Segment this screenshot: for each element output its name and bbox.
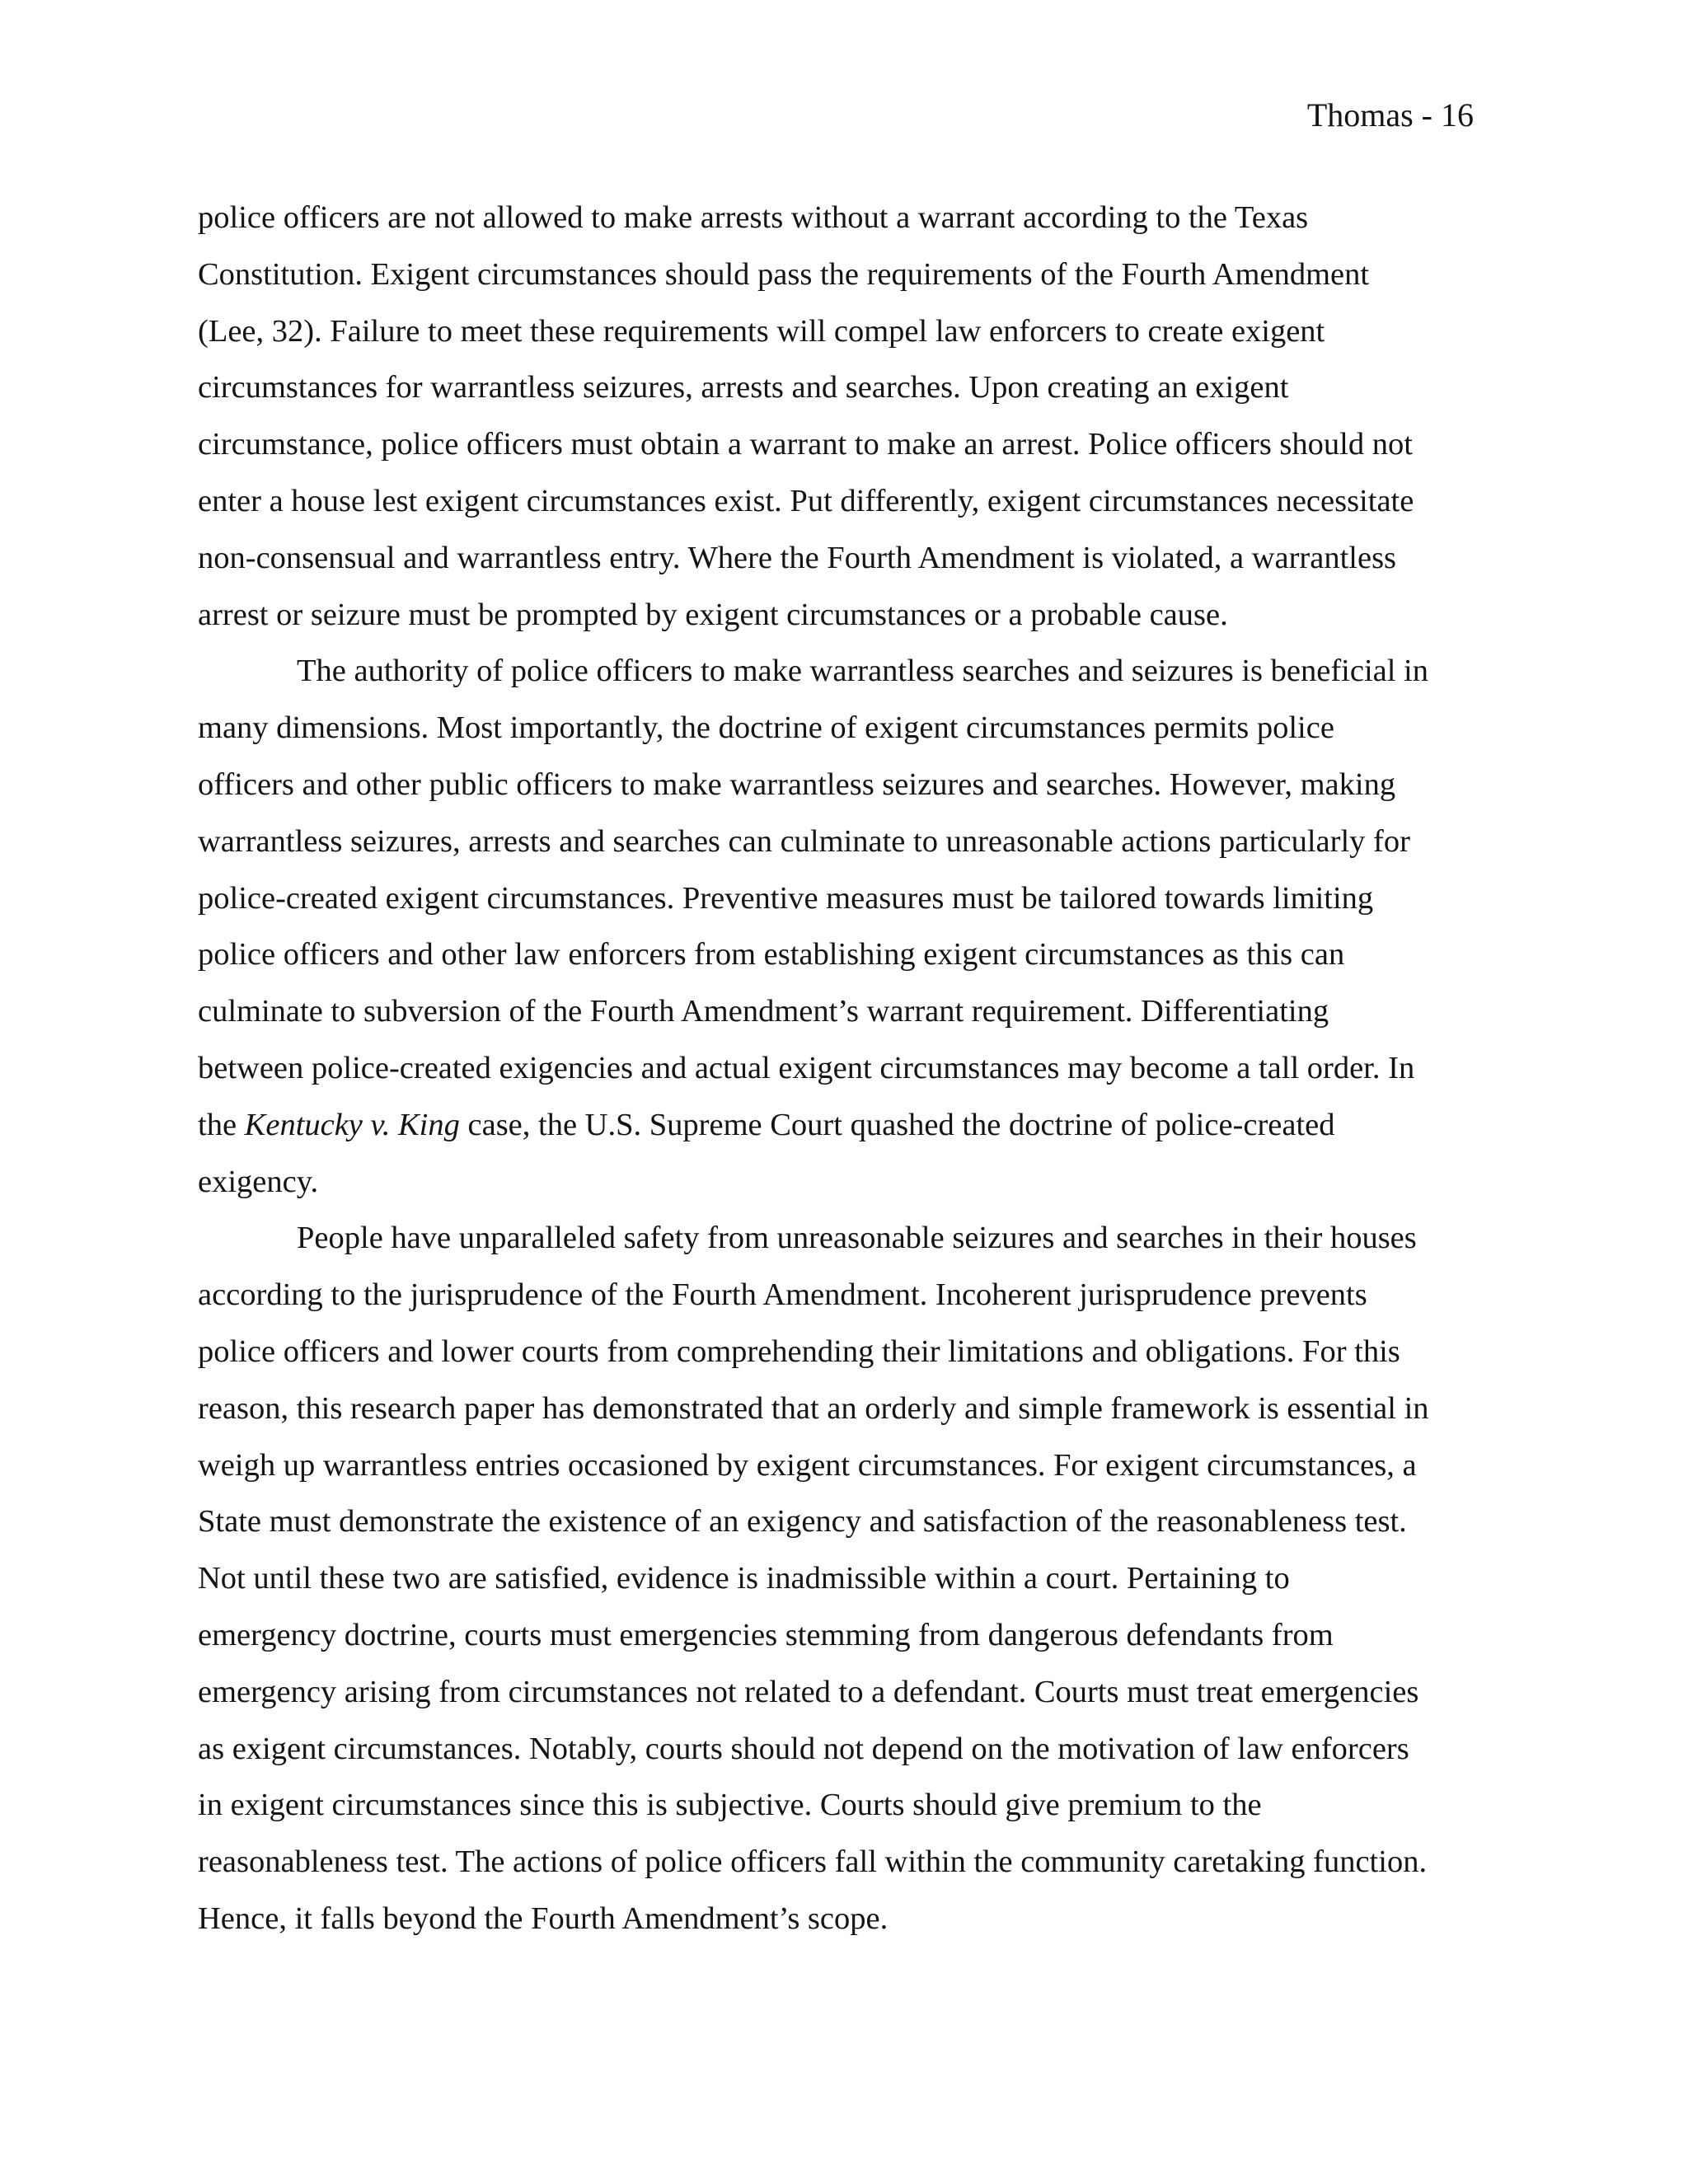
text-line: Hence, it falls beyond the Fourth Amendment’s scope. xyxy=(198,1900,889,1936)
text-line: enter a house lest exigent circumstances exist. Put differently, exigent circumstances necessitate xyxy=(198,483,1414,518)
text-line: weigh up warrantless entries occasioned by exigent circumstances. For exigent circumstances, a xyxy=(198,1447,1417,1483)
text-line: between police-created exigencies and actual exigent circumstances may become a tall order. In xyxy=(198,1050,1415,1085)
text-run: the xyxy=(198,1107,245,1142)
text-line: Not until these two are satisfied, evidence is inadmissible within a court. Pertaining to xyxy=(198,1561,1290,1596)
text-line: police officers and other law enforcers from establishing exigent circumstances as this can xyxy=(198,937,1345,972)
text-line: non-consensual and warrantless entry. Where the Fourth Amendment is violated, a warrantless xyxy=(198,540,1397,575)
text-line: officers and other public officers to make warrantless seizures and searches. However, making xyxy=(198,766,1396,802)
running-head: Thomas - 16 xyxy=(1306,96,1474,134)
text-line: warrantless seizures, arrests and searches can culminate to unreasonable actions particularly for xyxy=(198,823,1410,859)
text-run: case, the U.S. Supreme Court quashed the doctrine of police-created xyxy=(459,1107,1335,1142)
body-text xyxy=(198,190,1500,1947)
text-line: exigency. xyxy=(198,1164,319,1199)
text-line: emergency doctrine, courts must emergencies stemming from dangerous defendants from xyxy=(198,1617,1334,1652)
text-line xyxy=(198,1097,1500,1154)
text-line: emergency arising from circumstances not related to a defendant. Courts must treat emergencies xyxy=(198,1674,1419,1709)
text-line: police-created exigent circumstances. Preventive measures must be tailored towards limiting xyxy=(198,880,1374,916)
text-line: according to the jurisprudence of the Fourth Amendment. Incoherent jurisprudence prevents xyxy=(198,1277,1367,1313)
text-line: (Lee, 32). Failure to meet these requirements will compel law enforcers to create exigent xyxy=(198,313,1325,349)
text-line: reasonableness test. The actions of police officers fall within the community caretaking function. xyxy=(198,1844,1428,1880)
text-line: as exigent circumstances. Notably, courts should not depend on the motivation of law enforcers xyxy=(198,1731,1409,1766)
text-line: police officers are not allowed to make arrests without a warrant according to the Texas xyxy=(198,200,1309,235)
case-name-italic: Kentucky v. King xyxy=(244,1107,460,1142)
text-line: The authority of police officers to make warrantless searches and seizures is beneficial in xyxy=(297,654,1428,689)
paragraph xyxy=(198,190,1500,643)
text-line: arrest or seizure must be prompted by exigent circumstances or a probable cause. xyxy=(198,597,1228,632)
text-line: culminate to subversion of the Fourth Amendment’s warrant requirement. Differentiating xyxy=(198,994,1329,1029)
text-line: State must demonstrate the existence of an exigency and satisfaction of the reasonableness test. xyxy=(198,1504,1407,1540)
paragraph xyxy=(198,1210,1500,1947)
text-line: in exigent circumstances since this is subjective. Courts should give premium to the xyxy=(198,1788,1262,1823)
text-line: circumstance, police officers must obtain a warrant to make an arrest. Police officers should not xyxy=(198,427,1413,462)
text-line: People have unparalleled safety from unreasonable seizures and searches in their houses xyxy=(297,1221,1417,1256)
text-line: police officers and lower courts from comprehending their limitations and obligations. For this xyxy=(198,1333,1400,1369)
text-line: circumstances for warrantless seizures, arrests and searches. Upon creating an exigent xyxy=(198,370,1289,405)
text-line: Constitution. Exigent circumstances should pass the requirements of the Fourth Amendment xyxy=(198,256,1370,292)
text-line: many dimensions. Most importantly, the doctrine of exigent circumstances permits police xyxy=(198,710,1334,746)
text-line: reason, this research paper has demonstrated that an orderly and simple framework is essential in xyxy=(198,1390,1429,1426)
paragraph xyxy=(198,643,1500,1210)
